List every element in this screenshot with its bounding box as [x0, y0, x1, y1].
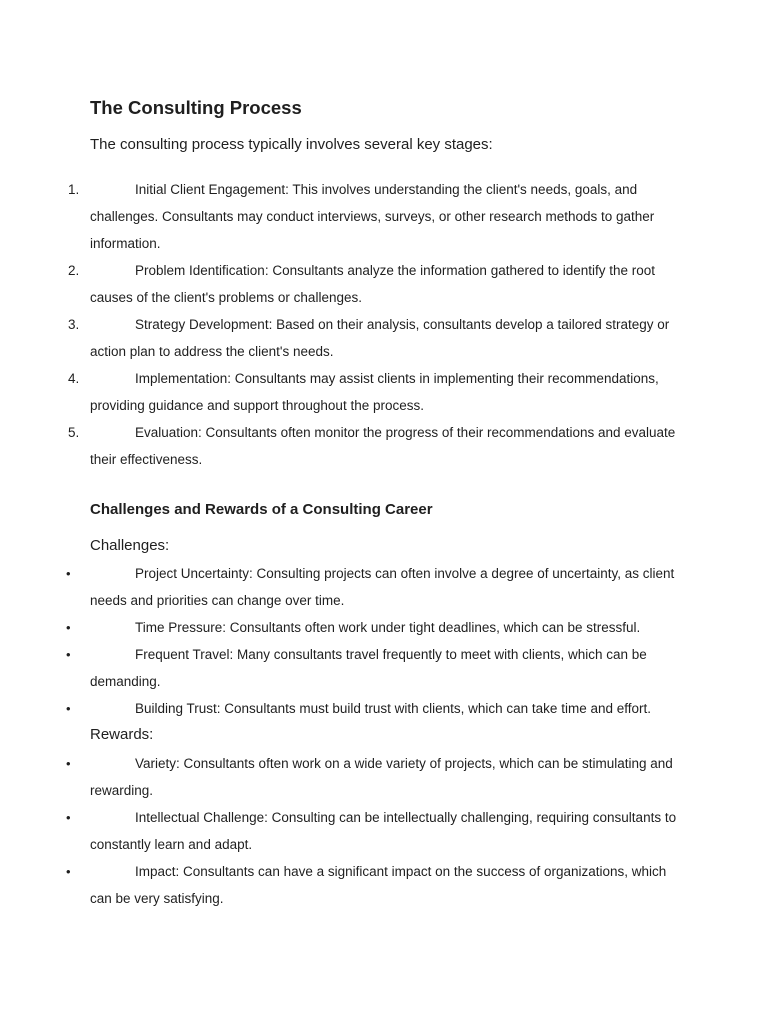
challenge-item	[0, 641, 680, 695]
list-item-text: Evaluation: Consultants often monitor the progress of their recommendations and evaluate their effectiveness.	[90, 425, 676, 467]
bullet-icon: •	[66, 756, 71, 771]
process-step-item	[0, 176, 680, 257]
bullet-icon: •	[66, 810, 71, 825]
list-number: 5.	[68, 425, 80, 440]
reward-item	[0, 858, 680, 912]
list-item-text: Project Uncertainty: Consulting projects can often involve a degree of uncertainty, as client needs and priorities can change over time.	[90, 566, 675, 608]
list-item-text: Time Pressure: Consultants often work under tight deadlines, which can be stressful.	[135, 620, 641, 635]
bullet-icon: •	[66, 620, 71, 635]
list-item-text: Variety: Consultants often work on a wide variety of projects, which can be stimulating and rewarding.	[90, 756, 673, 798]
process-step-item	[0, 257, 680, 311]
process-step-item	[0, 311, 680, 365]
list-number: 3.	[68, 317, 80, 332]
rewards-list	[0, 750, 680, 912]
list-item-text: Intellectual Challenge: Consulting can be intellectually challenging, requiring consultants to constantly learn and adapt.	[90, 810, 677, 852]
section-heading: Challenges and Rewards of a Consulting Career	[90, 501, 433, 518]
challenge-item	[0, 560, 680, 614]
rewards-label: Rewards:	[90, 726, 154, 743]
page-title: The Consulting Process	[90, 97, 302, 118]
list-item-text: Frequent Travel: Many consultants travel frequently to meet with clients, which can be demanding.	[90, 647, 647, 689]
challenges-list	[0, 560, 680, 722]
list-item-text: Impact: Consultants can have a significant impact on the success of organizations, which can be very satisfying.	[90, 864, 667, 906]
list-item-text: Problem Identification: Consultants analyze the information gathered to identify the root causes of the client's problems or challenges.	[90, 263, 656, 305]
list-item-text: Building Trust: Consultants must build trust with clients, which can take time and effort.	[135, 701, 651, 716]
bullet-icon: •	[66, 566, 71, 581]
list-number: 2.	[68, 263, 80, 278]
reward-item	[0, 804, 680, 858]
bullet-icon: •	[66, 701, 71, 716]
challenges-label: Challenges:	[90, 537, 170, 554]
reward-item	[0, 750, 680, 804]
list-item-text: Implementation: Consultants may assist clients in implementing their recommendations, providing guidance and support throughout the process.	[90, 371, 659, 413]
intro-paragraph: The consulting process typically involves several key stages:	[90, 136, 493, 153]
challenge-item	[0, 614, 680, 641]
list-number: 1.	[68, 182, 80, 197]
bullet-icon: •	[66, 647, 71, 662]
challenge-item	[0, 695, 680, 722]
list-item-text: Initial Client Engagement: This involves understanding the client's needs, goals, and challenges. Consultants may conduct interviews, surveys, or other research methods to gather information.	[90, 182, 655, 251]
list-item-text: Strategy Development: Based on their analysis, consultants develop a tailored strategy or action plan to address the client's needs.	[90, 317, 670, 359]
process-steps-list	[0, 176, 680, 473]
list-number: 4.	[68, 371, 80, 386]
process-step-item	[0, 365, 680, 419]
bullet-icon: •	[66, 864, 71, 879]
process-step-item	[0, 419, 680, 473]
